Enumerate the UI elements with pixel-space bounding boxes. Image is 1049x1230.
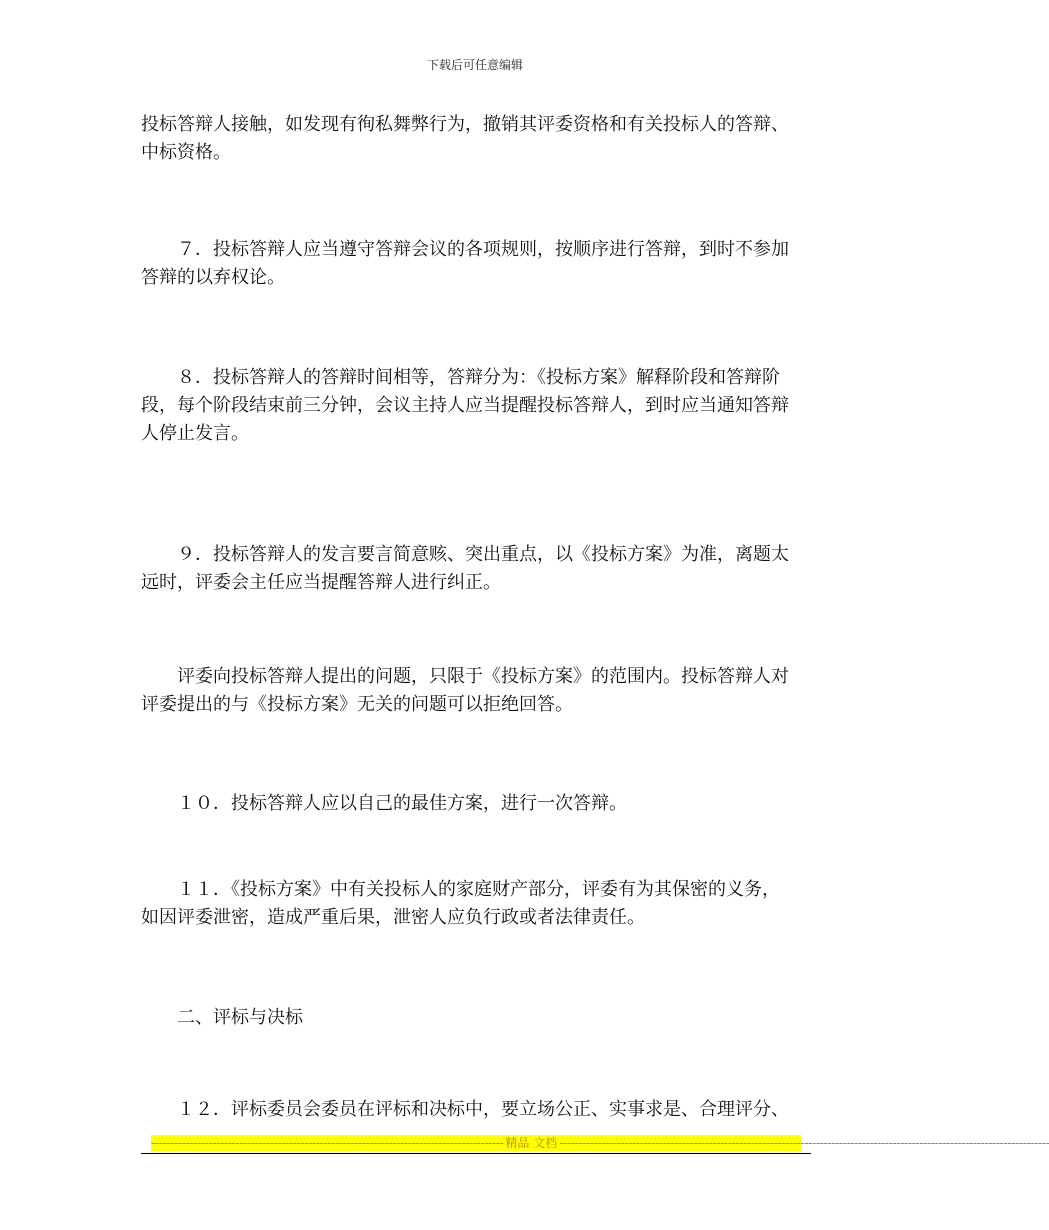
footer-dashes-right: -------------------------------------------------------------------------------------------------------------------------------- <box>559 1136 1049 1150</box>
paragraph-item-7 <box>141 236 789 292</box>
footer-dashes-left: -------------------------------------------------------------------------------------------- <box>151 1136 504 1150</box>
paragraph-item-12 <box>141 1096 789 1124</box>
text-line: １２．评标委员会委员在评标和决标中，要立场公正、实事求是、合理评分、 <box>177 1099 789 1120</box>
paragraph-questions <box>141 663 789 719</box>
paragraph-item-9 <box>141 541 789 597</box>
footer-label: 精品 文档 <box>505 1136 558 1150</box>
text-line: １０．投标答辩人应以自己的最佳方案，进行一次答辩。 <box>177 793 627 814</box>
text-line: １１．《投标方案》中有关投标人的家庭财产部分，评委有为其保密的义务， <box>177 879 780 900</box>
text-line: 答辩的以弃权论。 <box>141 267 285 288</box>
text-line: 评委向投标答辩人提出的问题，只限于《投标方案》的范围内。投标答辩人对 <box>177 666 789 687</box>
footer-rule <box>141 1153 811 1154</box>
section-heading <box>141 1004 303 1032</box>
text-line: 评委提出的与《投标方案》无关的问题可以拒绝回答。 <box>141 694 573 715</box>
text-line: 二、评标与决标 <box>177 1007 303 1028</box>
text-line: 人停止发言。 <box>141 423 249 444</box>
paragraph-item-8 <box>141 364 789 448</box>
page-header: 下载后可任意编辑 <box>426 58 523 72</box>
footer-watermark-bar <box>151 1135 1049 1151</box>
paragraph-item-11 <box>141 876 780 932</box>
text-line: 中标资格。 <box>141 142 231 163</box>
text-line: 如因评委泄密，造成严重后果，泄密人应负行政或者法律责任。 <box>141 907 645 928</box>
paragraph-item-10 <box>141 790 627 818</box>
paragraph-continuation <box>141 111 789 167</box>
text-line: ７．投标答辩人应当遵守答辩会议的各项规则，按顺序进行答辩，到时不参加 <box>177 239 789 260</box>
text-line: ８．投标答辩人的答辩时间相等，答辩分为：《投标方案》解释阶段和答辩阶 <box>177 367 780 388</box>
text-line: ９．投标答辩人的发言要言简意赅、突出重点，以《投标方案》为准，离题太 <box>177 544 789 565</box>
text-line: 远时，评委会主任应当提醒答辩人进行纠正。 <box>141 572 501 593</box>
text-line: 段，每个阶段结束前三分钟，会议主持人应当提醒投标答辩人，到时应当通知答辩 <box>141 395 789 416</box>
text-line: 投标答辩人接触，如发现有徇私舞弊行为，撤销其评委资格和有关投标人的答辩、 <box>141 114 789 135</box>
